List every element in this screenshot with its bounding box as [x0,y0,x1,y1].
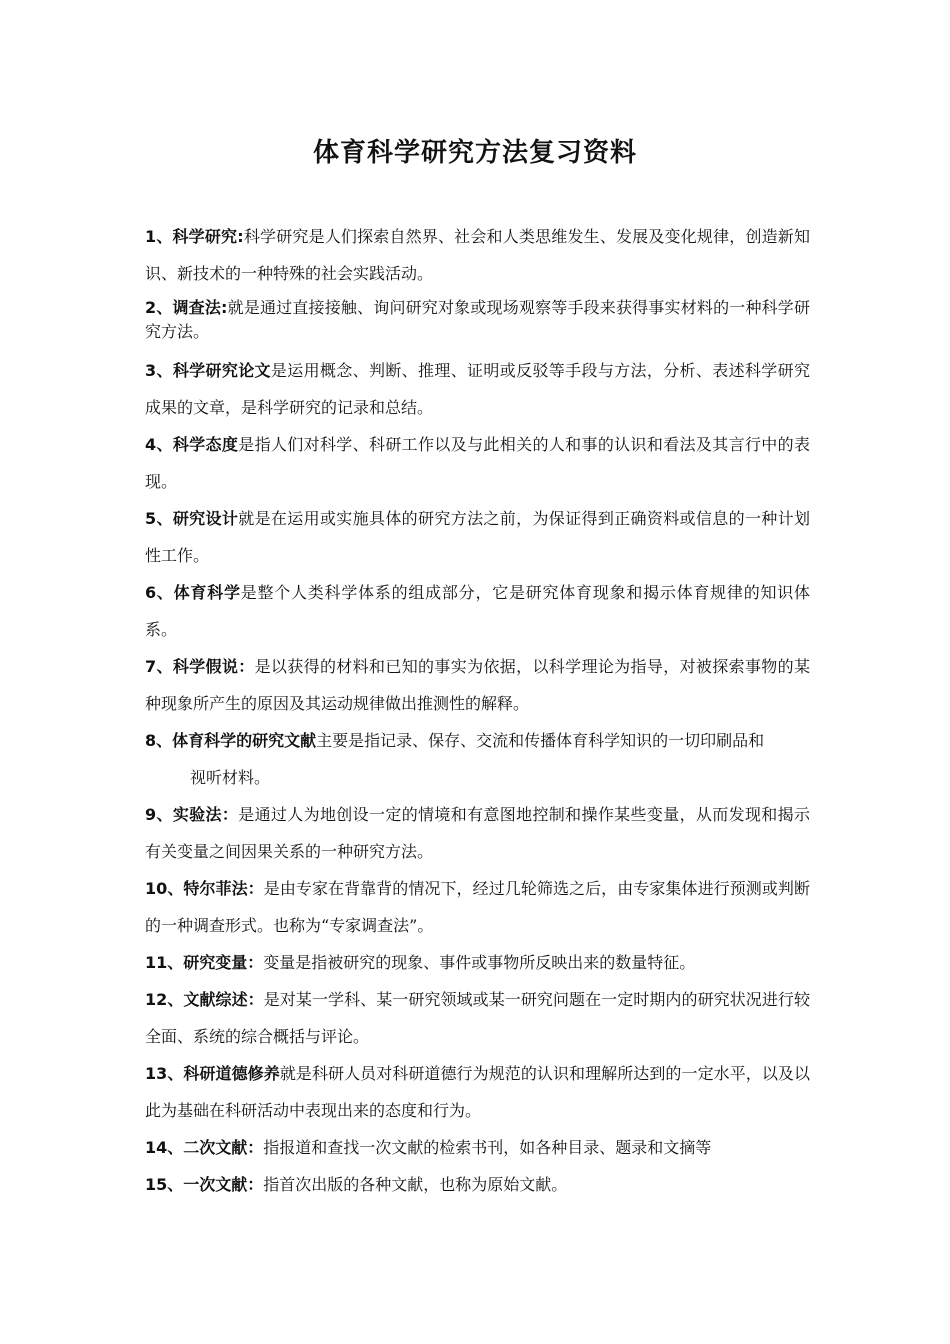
definition-entry [145,574,810,648]
entry-term: 15、一次文献 [145,1175,248,1194]
entry-definition: 就是科研人员对科研道德行为规范的认识和理解所达到的一定水平，以及以此为基础在科研活动中表现出来的态度和行为。 [145,1064,810,1120]
entry-definition: 变量是指被研究的现象、事件或事物所反映出来的数量特征。 [263,953,696,972]
definition-entry [145,352,810,426]
entry-continuation: 视听材料。 [190,768,271,787]
definition-entry [145,722,810,796]
entry-term: 12、文献综述 [145,990,248,1009]
entry-term: 5、研究设计 [145,509,239,528]
entry-definition: 是由专家在背靠背的情况下，经过几轮筛选之后，由专家集体进行预测或判断的一种调查形式。也称为“专家调查法”。 [145,879,810,935]
entry-term: 8、体育科学的研究文献 [145,731,317,750]
entry-definition: 指报道和查找一次文献的检索书刊，如各种目录、题录和文摘等 [263,1138,712,1157]
definition-entry: 15、一次文献：指首次出版的各种文献，也称为原始文献。 [145,1175,568,1194]
entry-definition: 就是通过直接接触、询问研究对象或现场观察等手段来获得事实材料的一种科学研究方法。 [145,298,810,341]
definition-entry: 7、科学假说：是以获得的材料和已知的事实为依据，以科学理论为指导，对被探索事物的某种现象所产生的原因及其运动规律做出推测性的解释。 [145,657,810,713]
document-title: 体育科学研究方法复习资料 [312,138,637,168]
entry-definition: 就是在运用或实施具体的研究方法之前，为保证得到正确资料或信息的一种计划性工作。 [145,509,810,565]
entry-term: 13、科研道德修养 [145,1064,280,1083]
entry-term: 7、科学假说 [145,657,239,676]
definition-entry: 11、研究变量：变量是指被研究的现象、事件或事物所反映出来的数量特征。 [145,953,696,972]
entry-definition: 是运用概念、判断、推理、证明或反驳等手段与方法，分析、表述科学研究成果的文章，是科学研究的记录和总结。 [145,361,810,417]
entry-term: 2、调查法 [145,298,222,317]
entry-term: 11、研究变量 [145,953,248,972]
definition-entry: 12、文献综述：是对某一学科、某一研究领域或某一研究问题在一定时期内的研究状况进行较全面、系统的综合概括与评论。 [145,990,810,1046]
definition-entry: 2、调查法:就是通过直接接触、询问研究对象或现场观察等手段来获得事实材料的一种科学研究方法。 [145,298,810,341]
entry-term: 10、特尔菲法 [145,879,248,898]
entry-definition: 主要是指记录、保存、交流和传播体育科学知识的一切印刷品和 [316,731,765,750]
definition-entry [145,426,810,500]
definition-entry [145,500,810,574]
definition-entry [145,1055,810,1129]
entry-definition: 指首次出版的各种文献，也称为原始文献。 [263,1175,568,1194]
entry-definition: 是整个人类科学体系的组成部分，它是研究体育现象和揭示体育规律的知识体系。 [145,583,810,639]
entry-term: 1、科学研究 [145,227,238,246]
definition-entry: 1、科学研究:科学研究是人们探索自然界、社会和人类思维发生、发展及变化规律，创造新知识、新技术的一种特殊的社会实践活动。 [145,227,810,283]
entry-term: 6、体育科学 [145,583,241,602]
entry-definition: 是以获得的材料和已知的事实为依据，以科学理论为指导，对被探索事物的某种现象所产生的原因及其运动规律做出推测性的解释。 [145,657,810,713]
entry-definition: 是通过人为地创设一定的情境和有意图地控制和操作某些变量，从而发现和揭示有关变量之间因果关系的一种研究方法。 [145,805,810,861]
entry-term: 4、科学态度 [145,435,239,454]
definition-entry: 10、特尔菲法：是由专家在背靠背的情况下，经过几轮筛选之后，由专家集体进行预测或判断的一种调查形式。也称为“专家调查法”。 [145,879,810,935]
entry-term: 9、实验法 [145,805,222,824]
entry-definition: 是对某一学科、某一研究领域或某一研究问题在一定时期内的研究状况进行较全面、系统的综合概括与评论。 [145,990,810,1046]
definition-list [145,218,810,1203]
definition-entry: 9、实验法：是通过人为地创设一定的情境和有意图地控制和操作某些变量，从而发现和揭示有关变量之间因果关系的一种研究方法。 [145,805,810,861]
entry-term: 14、二次文献 [145,1138,248,1157]
entry-definition: 是指人们对科学、科研工作以及与此相关的人和事的认识和看法及其言行中的表现。 [145,435,810,491]
entry-definition: 科学研究是人们探索自然界、社会和人类思维发生、发展及变化规律，创造新知识、新技术的一种特殊的社会实践活动。 [145,227,810,283]
entry-term: 3、科学研究论文 [145,361,271,380]
definition-entry: 14、二次文献：指报道和查找一次文献的检索书刊，如各种目录、题录和文摘等 [145,1138,712,1157]
